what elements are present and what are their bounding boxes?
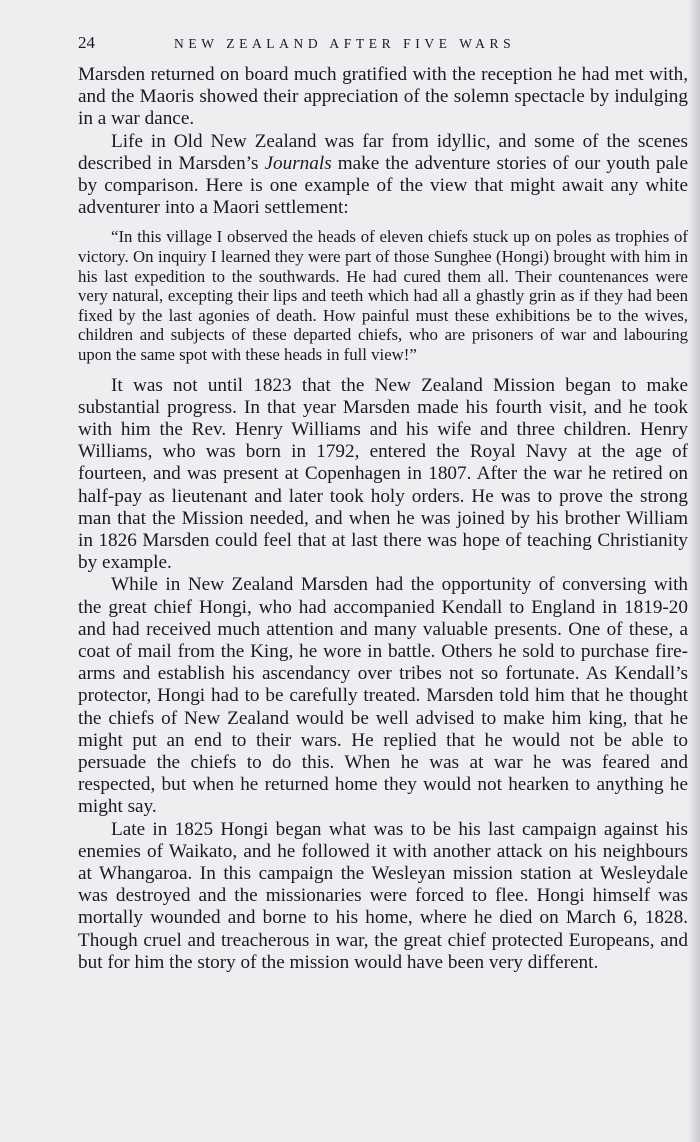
block-quote: “In this village I observed the heads of eleven chiefs stuck up on poles as trophies of victory. On inquiry I learned they were part of those Sunghee (Hongi) brought with him in his last expedition to the southwards. He had cured them all. Their countenances were very natural, excepting their lips and teeth which had all a ghastly grin as if they had been fixed by the last agonies of death. How painful must these exhibitions be to the wives, children and subjects of these departed chiefs, who are prisoners of war and labouring upon the same spot with these heads in full view!” xyxy=(78,227,688,364)
journals-italic: Journals xyxy=(264,152,332,174)
body-text xyxy=(78,64,688,974)
paragraph-2-start: Life in Old New Zealand was far from idyllic, and some of the scenes described in Marsden’s xyxy=(78,130,688,174)
running-head xyxy=(78,33,688,55)
running-title: NEW ZEALAND AFTER FIVE WARS xyxy=(174,36,516,51)
paragraph-5: Late in 1825 Hongi began what was to be his last campaign against his enemies of Waikato, and he followed it with another attack on his neighbours at Whangaroa. In this campaign the Wesleyan mission station at Wesleydale was destroyed and the missionaries were forced to flee. Hongi himself was mortally wounded and borne to his home, where he died on March 6, 1828. Though cruel and treacherous in war, the great chief protected Europeans, and but for him the story of the mission would have been very different. xyxy=(78,818,688,973)
paragraph-1: Marsden returned on board much gratified with the reception he had met with, and the Maoris showed their appreciation of the solemn spectacle by indulging in a war dance. xyxy=(78,64,688,130)
page-edge-shadow xyxy=(688,0,700,1142)
paragraph-2-end: make the adventure stories of our youth pale by comparison. Here is one example of the view that might await any white adventurer into a Maori settlement: xyxy=(78,152,688,219)
paragraph-2 xyxy=(78,131,688,220)
paragraph-3: It was not until 1823 that the New Zealand Mission began to make substantial progress. In that year Marsden made his fourth visit, and he took with him the Rev. Henry Williams and his wife and three children. Henry Williams, who was born in 1792, entered the Royal Navy at the age of fourteen, and was present at Copenhagen in 1807. After the war he retired on half-pay as lieutenant and later took holy orders. He was to prove the strong man that the Mission needed, and when he was joined by his brother William in 1826 Marsden could feel that at last there was hope of teaching Christianity by example. xyxy=(78,374,688,574)
page-number: 24 xyxy=(78,33,95,52)
paragraph-4: While in New Zealand Marsden had the opportunity of conversing with the great chief Hongi, who had accompanied Kendall to England in 1819-20 and had received much attention and many valuable presents. One of these, a coat of mail from the King, he wore in battle. Others he sold to purchase fire-arms and establish his ascendancy over tribes not so fortunate. As Kendall’s protector, Hongi had to be carefully treated. Marsden told him that he thought the chiefs of New Zealand would be well advised to make him king, that he might put an end to their wars. He replied that he would not be able to persuade the chiefs to do this. When he was at war he was feared and respected, but when he returned home they would not hearken to anything he might say. xyxy=(78,574,688,818)
